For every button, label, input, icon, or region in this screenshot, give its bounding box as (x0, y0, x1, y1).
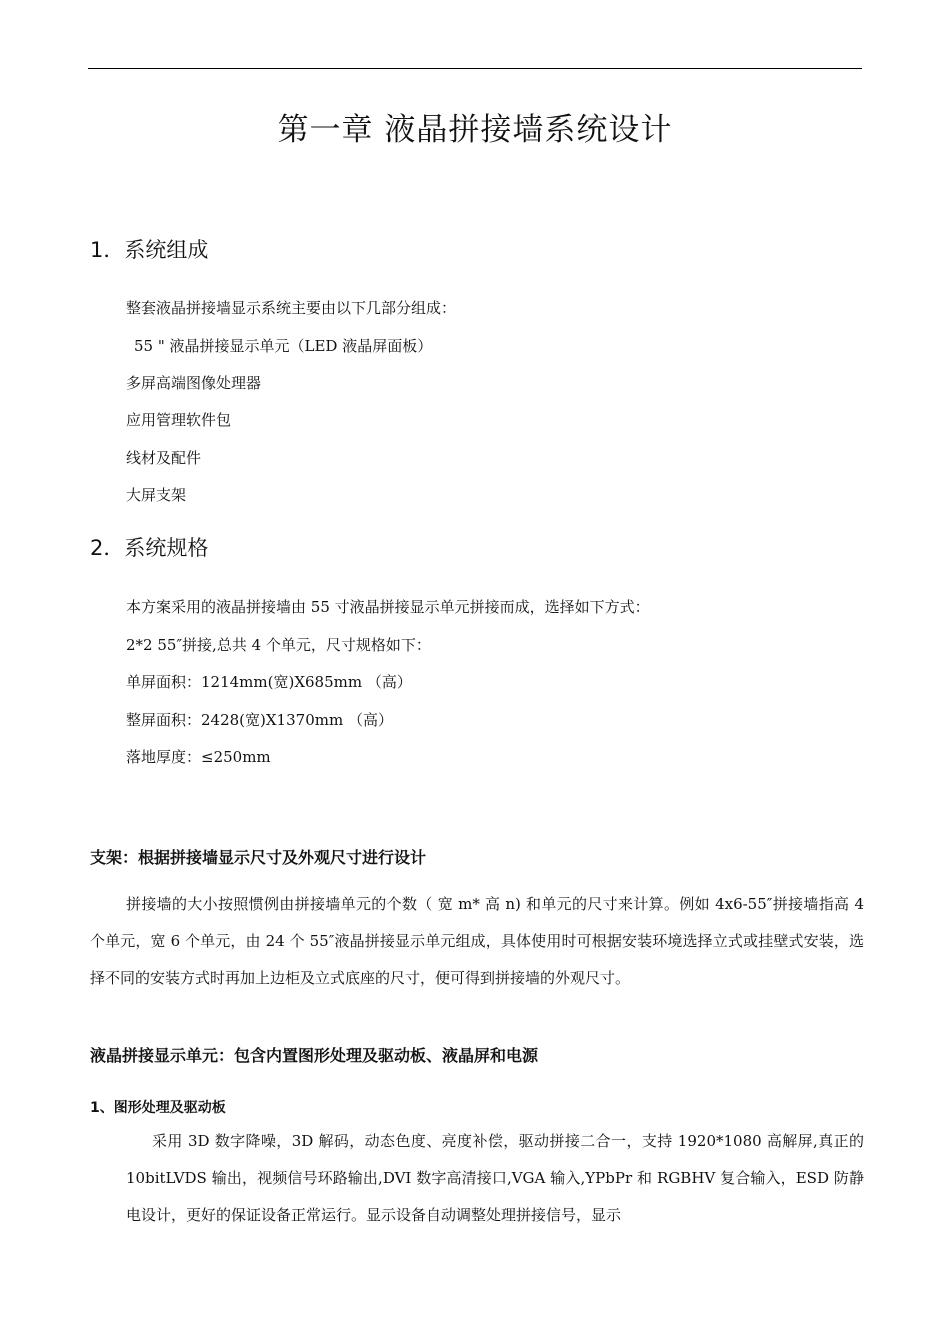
section1-heading: 1．系统组成 (90, 238, 209, 262)
driver-board-subheading: 1、图形处理及驱动板 (90, 1100, 226, 1116)
bracket-heading: 支架：根据拼接墙显示尺寸及外观尺寸进行设计 (90, 848, 427, 867)
driver-board-paragraph: 采用 3D 数字降噪，3D 解码，动态色度、亮度补偿，驱动拼接二合一，支持 1920*1080 高解屏,真正的 10bitLVDS 输出，视频信号环路输出,DVI 数字高清接口,VGA 输入,YPbPr 和 RGBHV 复合输入，ESD 防静电设计，更好的保证设备正常运行。显示设备自动调整处理拼接信号，显示 (126, 1132, 864, 1224)
spec-line: 本方案采用的液晶拼接墙由 55 寸液晶拼接显示单元拼接而成，选择如下方式： (126, 598, 650, 616)
spec-line: 整屏面积：2428(宽)Ⅹ1370mm （高） (126, 711, 393, 729)
display-unit-heading: 液晶拼接显示单元：包含内置图形处理及驱动板、液晶屏和电源 (90, 1046, 539, 1065)
section2-heading: 2．系统规格 (90, 536, 209, 560)
header-rule (88, 68, 862, 69)
section1-intro: 整套液晶拼接墙显示系统主要由以下几部分组成： (126, 299, 457, 317)
component-item: 应用管理软件包 (126, 411, 232, 429)
chapter-title: 第一章 液晶拼接墙系统设计 (277, 112, 673, 148)
bracket-paragraph: 拼接墙的大小按照惯例由拼接墙单元的个数（ 宽 m* 高 n) 和单元的尺寸来计算。例如 4x6-55″拼接墙指高 4 个单元，宽 6 个单元，由 24 个 55″液晶拼接显示单元组成，具体使用时可根据安装环境选择立式或挂壁式安装，选择不同的安装方式时再加上边柜及立式底座的尺寸，便可得到拼接墙的外观尺寸。 (90, 895, 864, 987)
component-item: 多屏高端图像处理器 (126, 374, 262, 392)
component-item: 大屏支架 (126, 486, 187, 504)
component-item: 线材及配件 (126, 449, 202, 467)
component-item: 55 " 液晶拼接显示单元（LED 液晶屏面板） (134, 337, 433, 355)
spec-line: 2*2 55″拼接,总共 4 个单元，尺寸规格如下： (126, 636, 431, 654)
spec-line: 单屏面积：1214mm(宽)Ⅹ685mm （高） (126, 673, 412, 691)
spec-line: 落地厚度：≤250mm (126, 748, 271, 766)
